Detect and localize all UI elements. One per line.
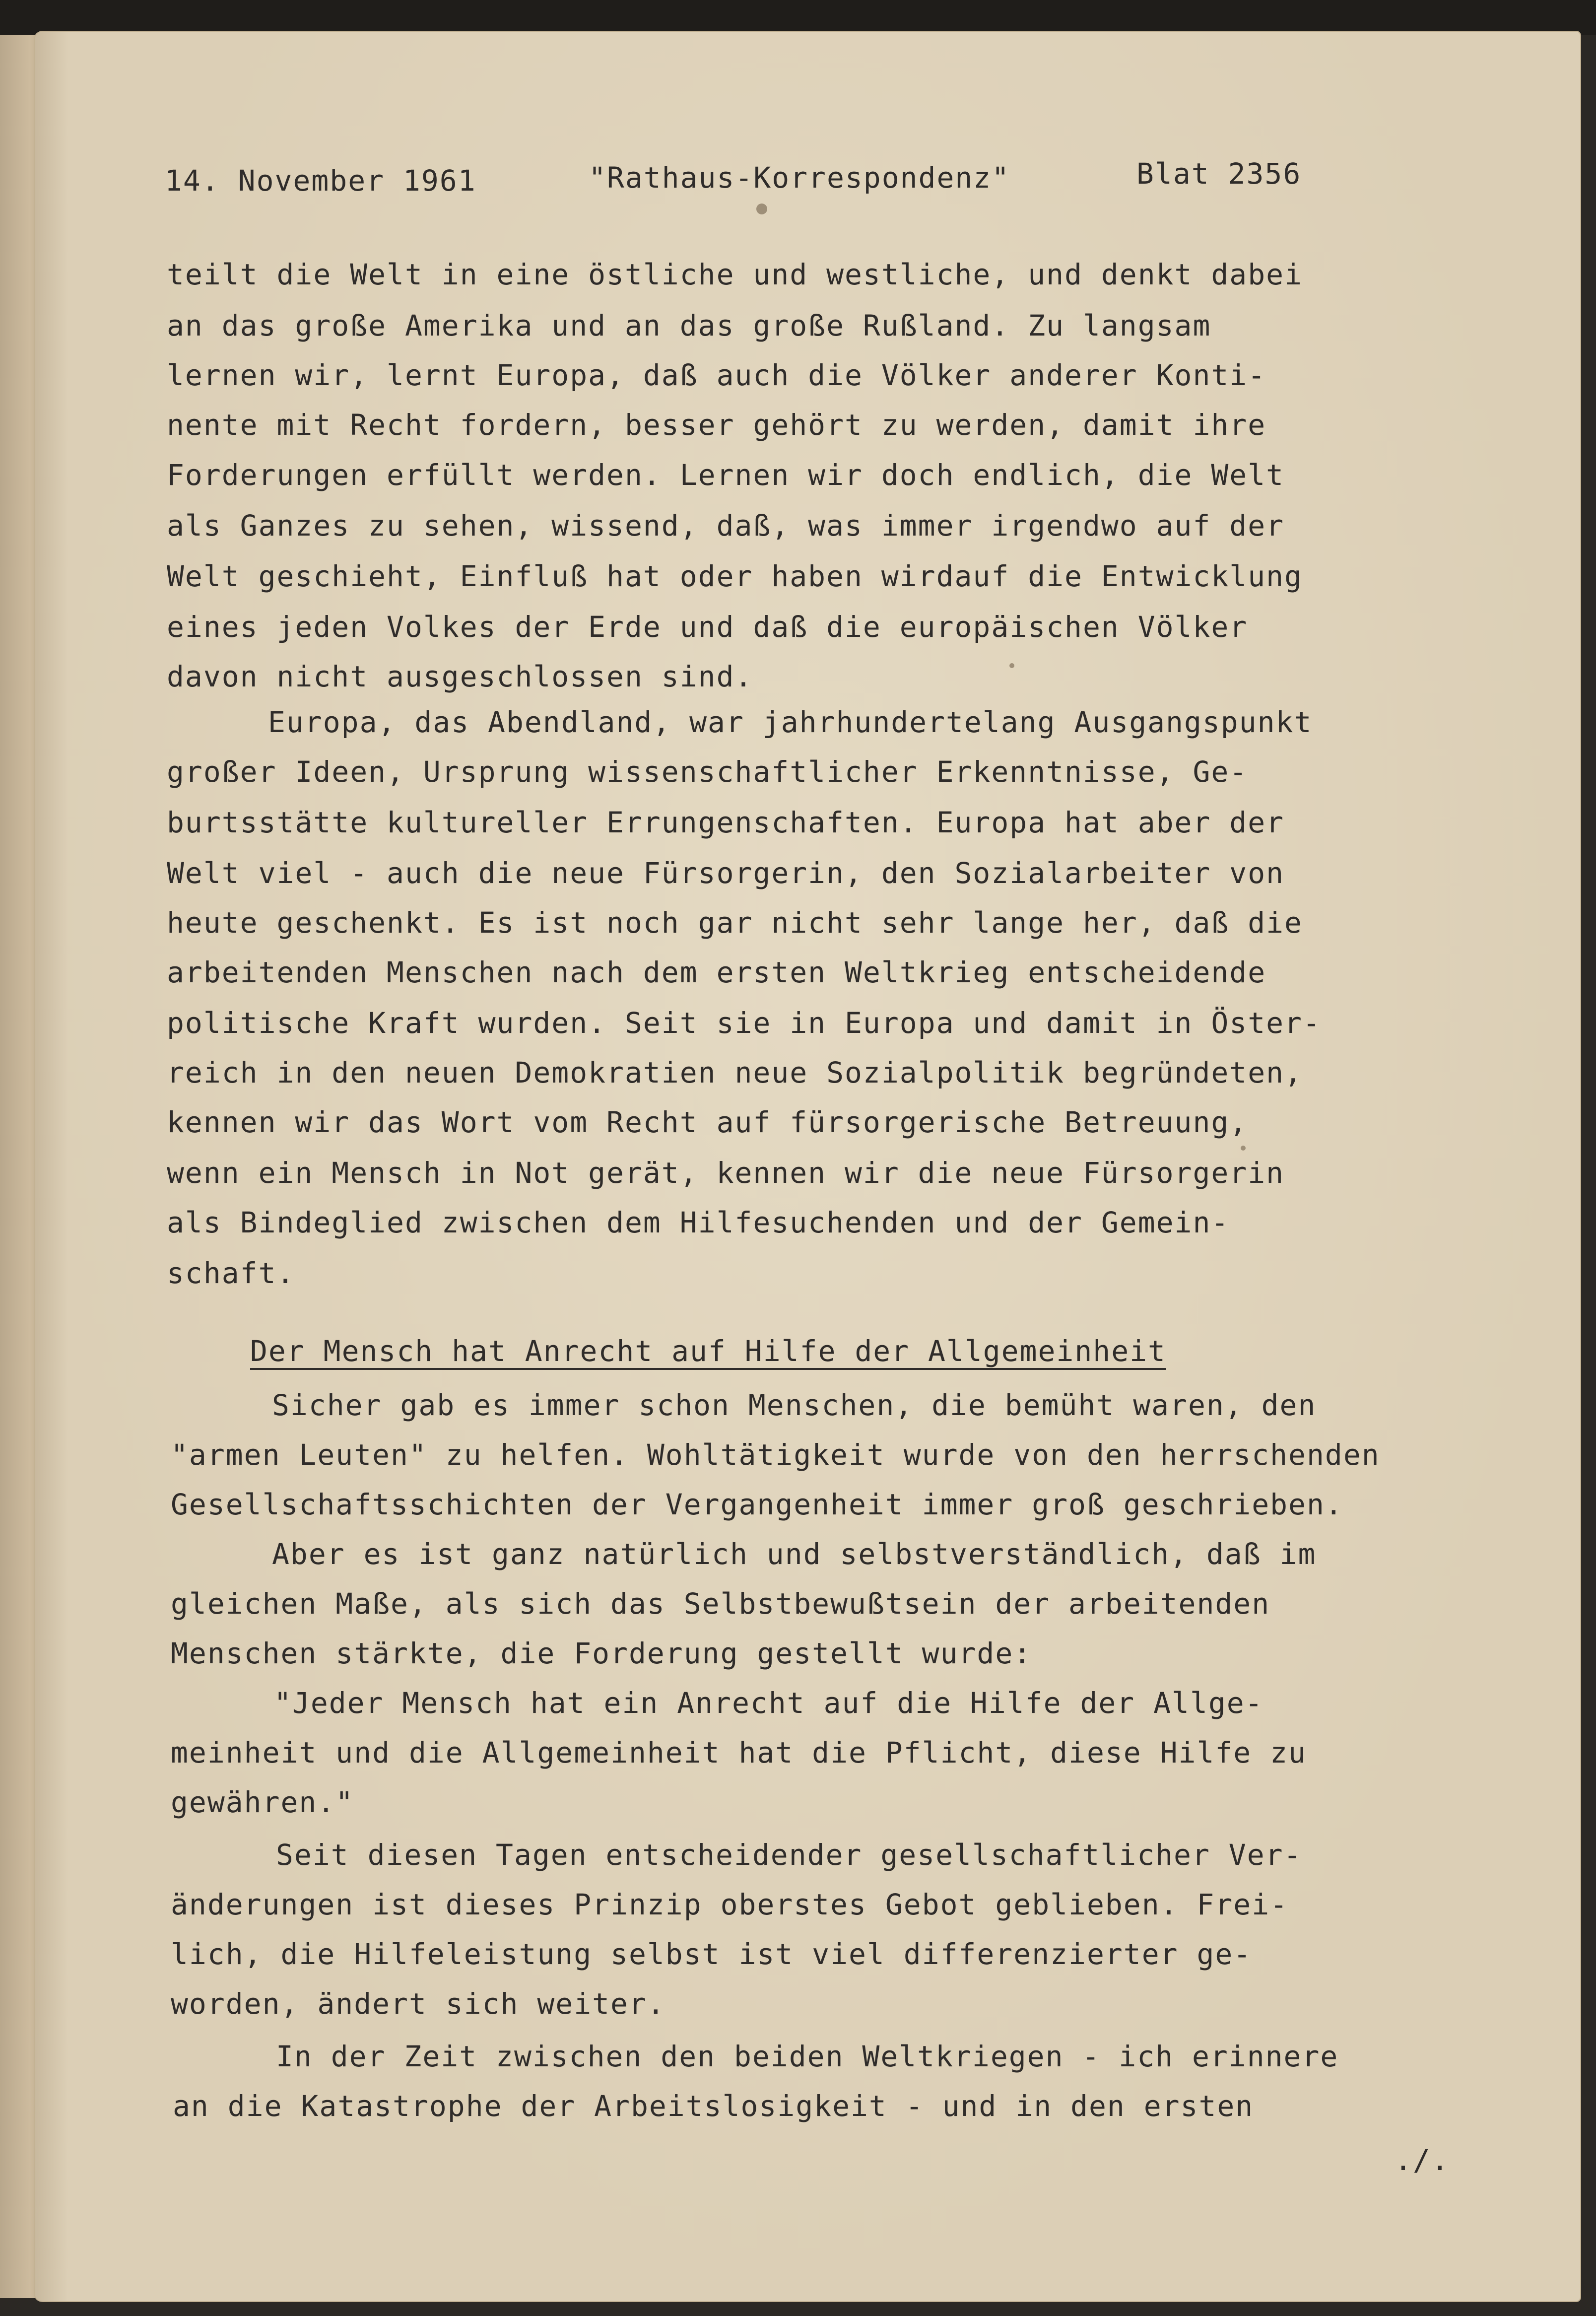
text-line: heute geschenkt. Es ist noch gar nicht sehr lange her, daß die [167, 906, 1303, 940]
text-line: gewähren." [171, 1785, 354, 1819]
text-line: politische Kraft wurden. Seit sie in Europa und damit in Öster- [167, 1006, 1321, 1040]
text-line: arbeitenden Menschen nach dem ersten Weltkrieg entscheidende [167, 955, 1266, 989]
text-line: gleichen Maße, als sich das Selbstbewußtsein der arbeitenden [171, 1587, 1270, 1621]
text-line: eines jeden Volkes der Erde und daß die europäischen Völker [167, 610, 1248, 644]
text-line: reich in den neuen Demokratien neue Sozialpolitik begründeten, [167, 1056, 1303, 1090]
text-line: meinheit und die Allgemeinheit hat die Pflicht, diese Hilfe zu [171, 1736, 1307, 1770]
text-line: Seit diesen Tagen entscheidender gesellschaftlicher Ver- [276, 1838, 1302, 1872]
text-line: lernen wir, lernt Europa, daß auch die Völker anderer Konti- [167, 358, 1266, 392]
text-line: Welt viel - auch die neue Fürsorgerin, den Sozialarbeiter von [167, 856, 1285, 890]
text-line: lich, die Hilfeleistung selbst ist viel differenzierter ge- [171, 1937, 1252, 1971]
header-date: 14. November 1961 [165, 164, 476, 198]
text-line: Gesellschaftsschichten der Vergangenheit immer groß geschrieben. [171, 1488, 1343, 1521]
text-line: Aber es ist ganz natürlich und selbstverständlich, daß im [272, 1537, 1317, 1571]
text-line: an das große Amerika und an das große Rußland. Zu langsam [167, 309, 1211, 342]
text-line: an die Katastrophe der Arbeitslosigkeit - und in den ersten [173, 2089, 1254, 2123]
text-line: großer Ideen, Ursprung wissenschaftlicher Erkenntnisse, Ge- [167, 755, 1248, 789]
paper-speck [1241, 1146, 1246, 1151]
text-line: Sicher gab es immer schon Menschen, die bemüht waren, den [272, 1388, 1317, 1422]
continuation-mark: ./. [1395, 2143, 1450, 2177]
text-line: änderungen ist dieses Prinzip oberstes Gebot geblieben. Frei- [171, 1888, 1289, 1921]
header-publication: "Rathaus-Korrespondenz" [589, 161, 1010, 195]
text-line: als Ganzes zu sehen, wissend, daß, was immer irgendwo auf der [167, 509, 1285, 543]
text-line: wenn ein Mensch in Not gerät, kennen wir die neue Fürsorgerin [167, 1156, 1285, 1190]
text-line: "Jeder Mensch hat ein Anrecht auf die Hilfe der Allge- [274, 1686, 1264, 1720]
text-line: In der Zeit zwischen den beiden Weltkriegen - ich erinnere [276, 2040, 1339, 2073]
text-line: als Bindeglied zwischen dem Hilfesuchenden und der Gemein- [167, 1206, 1230, 1239]
paper-speck [756, 204, 767, 214]
text-line: Forderungen erfüllt werden. Lernen wir doch endlich, die Welt [167, 458, 1285, 492]
text-line: schaft. [167, 1256, 295, 1290]
typewritten-page [34, 31, 1581, 2302]
text-line: nente mit Recht fordern, besser gehört zu werden, damit ihre [167, 408, 1266, 442]
text-line: Menschen stärkte, die Forderung gestellt wurde: [171, 1636, 1032, 1670]
page-text [34, 31, 1581, 2302]
text-line: teilt die Welt in eine östliche und westliche, und denkt dabei [167, 258, 1303, 291]
text-line: Europa, das Abendland, war jahrhundertelang Ausgangspunkt [268, 705, 1313, 739]
text-line: kennen wir das Wort vom Recht auf fürsorgerische Betreuung, [167, 1105, 1248, 1139]
paper-speck [1009, 663, 1014, 668]
text-line: burtsstätte kultureller Errungenschaften. Europa hat aber der [167, 806, 1285, 839]
scanner-border [0, 0, 1596, 35]
section-heading: Der Mensch hat Anrecht auf Hilfe der Allgemeinheit [250, 1334, 1166, 1368]
text-line: davon nicht ausgeschlossen sind. [167, 660, 753, 693]
text-line: worden, ändert sich weiter. [171, 1987, 665, 2021]
text-line: "armen Leuten" zu helfen. Wohltätigkeit wurde von den herrschenden [171, 1438, 1380, 1472]
text-line: Welt geschieht, Einfluß hat oder haben wirdauf die Entwicklung [167, 559, 1303, 593]
header-sheet-number: Blat 2356 [1136, 157, 1302, 191]
